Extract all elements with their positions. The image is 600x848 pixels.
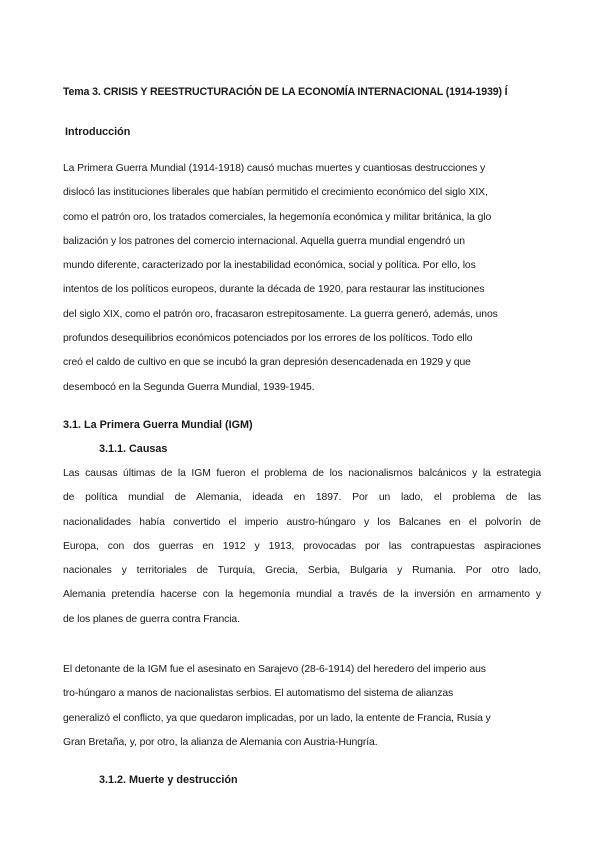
paragraph-line: Europa, con dos guerras en 1912 y 1913, provocadas por las contrapuestas aspiraciones [63, 540, 541, 552]
paragraph-line: como el patrón oro, los tratados comerciales, la hegemonía económica y militar británica, la glo [63, 211, 492, 223]
section-heading-3-1: 3.1. La Primera Guerra Mundial (IGM) [63, 419, 253, 431]
detonante-paragraph [63, 658, 541, 755]
paragraph-line: profundos desequilibrios económicos potenciados por los errores de los políticos. Todo ello [63, 333, 473, 345]
introduction-paragraph [63, 157, 541, 400]
paragraph-line: del siglo XIX, como el patrón oro, fracasaron estrepitosamente. La guerra generó, además, unos [63, 308, 498, 320]
paragraph-line: Las causas últimas de la IGM fueron el problema de los nacionalismos balcánicos y la estrategia [63, 468, 541, 479]
paragraph-line: tro-húngaro a manos de nacionalistas serbios. El automatismo del sistema de alianzas [63, 688, 454, 700]
subsection-heading-causas: 3.1.1. Causas [99, 443, 168, 455]
paragraph-line: desembocó en la Segunda Guerra Mundial, 1939-1945. [63, 381, 315, 393]
paragraph-line: dislocó las instituciones liberales que habían permitido el crecimiento económico del siglo XIX, [63, 187, 488, 199]
paragraph-line: de los planes de guerra contra Francia. [63, 613, 240, 625]
causas-paragraph [63, 462, 541, 632]
paragraph-line: nacionales y territoriales de Turquía, Grecia, Serbia, Bulgaria y Rumania. Por otro lado, [63, 565, 541, 577]
paragraph-line: generalizó el conflicto, ya que quedaron implicadas, por un lado, la entente de Francia, Rusia y [63, 712, 491, 724]
paragraph-line: La Primera Guerra Mundial (1914-1918) causó muchas muertes y cuantiosas destrucciones y [63, 163, 486, 174]
paragraph-line: balización y los patrones del comercio internacional. Aquella guerra mundial engendró un [63, 235, 465, 247]
paragraph-line: Gran Bretaña, y, por otro, la alianza de Alemania con Austria-Hungría. [63, 736, 378, 748]
paragraph-line: mundo diferente, caracterizado por la inestabilidad económica, social y política. Por ello, los [63, 260, 476, 272]
paragraph-line: Alemania pretendía hacerse con la hegemonía mundial a través de la inversión en armamento y [63, 589, 541, 601]
subsection-heading-muerte-destruccion: 3.1.2. Muerte y destrucción [99, 774, 238, 786]
paragraph-line: El detonante de la IGM fue el asesinato en Sarajevo (28-6-1914) del heredero del imperio aus [63, 664, 486, 675]
paragraph-line: creó el caldo de cultivo en que se incubó la gran depresión desencadenada en 1929 y que [63, 357, 471, 369]
paragraph-line: nacionalidades había convertido el imperio austro-húngaro y los Balcanes en el polvorín de [63, 516, 541, 528]
paragraph-line: intentos de los políticos europeos, durante la década de 1920, para restaurar las instituciones [63, 284, 485, 296]
paragraph-line: de política mundial de Alemania, ideada en 1897. Por un lado, el problema de las [63, 492, 541, 504]
document-title: Tema 3. CRISIS Y REESTRUCTURACIÓN DE LA ECONOMÍA INTERNACIONAL (1914-1939) Í [63, 86, 508, 98]
introduction-heading: Introducción [65, 126, 131, 138]
